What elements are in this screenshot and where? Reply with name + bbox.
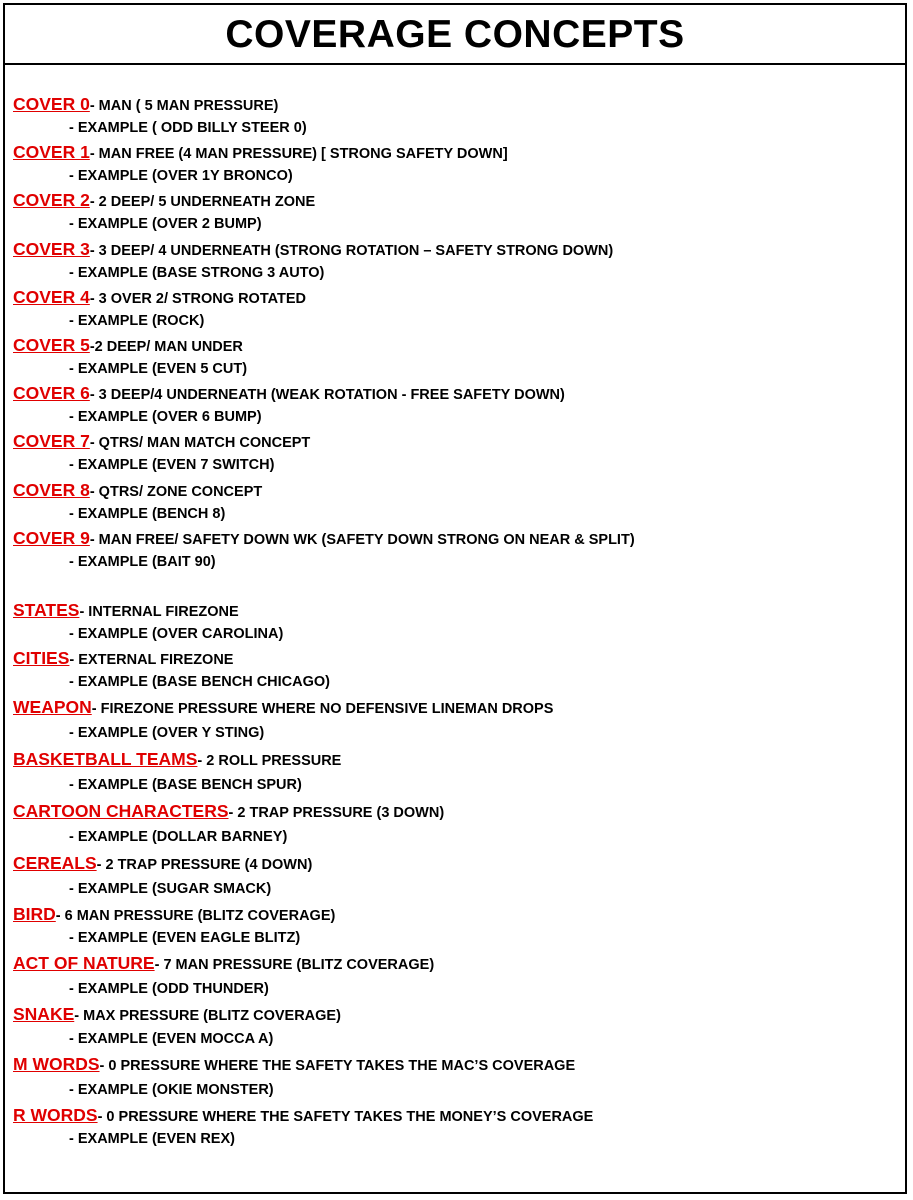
concept-term: ACT OF NATURE	[13, 953, 155, 974]
concept-example: - EXAMPLE (EVEN MOCCA A)	[69, 1030, 274, 1047]
concept-term: BASKETBALL TEAMS	[13, 749, 198, 770]
concept-example: - EXAMPLE ( ODD BILLY STEER 0)	[69, 120, 307, 137]
concept-description: - 0 PRESSURE WHERE THE SAFETY TAKES THE MONEY’S COVERAGE	[97, 1108, 594, 1125]
concept-term: R WORDS	[13, 1104, 98, 1125]
concept-term: COVER 0	[13, 94, 90, 114]
concept-example: - EXAMPLE (OVER CAROLINA)	[69, 625, 284, 642]
concept-term: COVER 8	[13, 479, 90, 500]
concept-list	[13, 92, 893, 1151]
concept-example: - EXAMPLE (OKIE MONSTER)	[69, 1081, 274, 1098]
document-sheet	[3, 3, 907, 1194]
concept-example: - EXAMPLE (EVEN EAGLE BLITZ)	[69, 930, 301, 947]
concept-example: - EXAMPLE (BASE STRONG 3 AUTO)	[69, 264, 325, 281]
concept-term: CEREALS	[13, 853, 97, 874]
concept-line	[13, 798, 893, 824]
concept-description: - MAN FREE/ SAFETY DOWN WK (SAFETY DOWN STRONG ON NEAR & SPLIT)	[89, 531, 635, 548]
concept-term: CARTOON CHARACTERS	[13, 801, 229, 822]
concept-line	[13, 381, 893, 405]
page-title: COVERAGE CONCEPTS	[225, 13, 685, 56]
concept-term: COVER 7	[13, 431, 90, 452]
concept-line	[13, 140, 893, 164]
concept-line	[13, 478, 893, 502]
concept-line	[13, 237, 893, 261]
concept-line	[13, 1002, 893, 1026]
concept-example: - EXAMPLE (OVER Y STING)	[69, 725, 265, 742]
concept-term: COVER 6	[13, 383, 90, 404]
concept-line	[13, 333, 893, 357]
concept-description: - 3 DEEP/4 UNDERNEATH (WEAK ROTATION - FREE SAFETY DOWN)	[89, 387, 565, 404]
concept-description: - MAX PRESSURE (BLITZ COVERAGE)	[74, 1008, 341, 1025]
concept-example: - EXAMPLE (EVEN REX)	[69, 1130, 235, 1147]
concept-term: COVER 1	[13, 142, 90, 163]
concept-description: - EXTERNAL FIREZONE	[69, 652, 234, 669]
concept-line	[13, 746, 893, 772]
concept-term: BIRD	[13, 904, 56, 925]
concept-example: - EXAMPLE (SUGAR SMACK)	[69, 881, 272, 898]
concept-description: - QTRS/ ZONE CONCEPT	[89, 483, 263, 500]
concept-line	[13, 92, 893, 116]
concept-example: - EXAMPLE (OVER 2 BUMP)	[69, 216, 262, 233]
concept-line	[13, 850, 893, 876]
concept-description: - 6 MAN PRESSURE (BLITZ COVERAGE)	[55, 908, 336, 925]
concept-example: - EXAMPLE (BENCH 8)	[69, 505, 226, 522]
concept-line	[13, 598, 893, 622]
concept-example: - EXAMPLE (BAIT 90)	[69, 553, 216, 570]
concept-term: M WORDS	[13, 1053, 100, 1074]
title-bar	[5, 5, 905, 65]
concept-line	[13, 285, 893, 309]
concept-term: WEAPON	[13, 697, 92, 718]
concept-term: COVER 5	[13, 334, 90, 355]
concept-example: - EXAMPLE (BASE BENCH CHICAGO)	[69, 674, 331, 691]
concept-description: - INTERNAL FIREZONE	[79, 603, 239, 620]
concept-line	[13, 429, 893, 453]
concept-example: - EXAMPLE (EVEN 7 SWITCH)	[69, 457, 275, 474]
concept-description: - QTRS/ MAN MATCH CONCEPT	[89, 435, 311, 452]
concept-term: COVER 4	[13, 286, 90, 307]
concept-example: - EXAMPLE (ROCK)	[69, 312, 205, 329]
concept-term: CITIES	[13, 648, 70, 669]
concept-line	[13, 526, 893, 550]
concept-description: -2 DEEP/ MAN UNDER	[89, 338, 243, 355]
section-gap	[13, 574, 893, 598]
concept-line	[13, 1103, 893, 1127]
concept-description: - 2 DEEP/ 5 UNDERNEATH ZONE	[89, 194, 316, 211]
concept-term: COVER 2	[13, 190, 90, 211]
concept-description: - 3 DEEP/ 4 UNDERNEATH (STRONG ROTATION – SAFETY STRONG DOWN)	[89, 242, 614, 259]
concept-example: - EXAMPLE (ODD THUNDER)	[69, 981, 269, 998]
concept-example: - EXAMPLE (EVEN 5 CUT)	[69, 361, 248, 378]
concept-example: - EXAMPLE (DOLLAR BARNEY)	[69, 829, 288, 846]
concept-term: COVER 9	[13, 527, 90, 548]
concept-term: COVER 3	[13, 238, 90, 259]
concept-example: - EXAMPLE (BASE BENCH SPUR)	[69, 777, 302, 794]
concept-line	[13, 188, 893, 212]
concept-example: - EXAMPLE (OVER 1Y BRONCO)	[69, 168, 293, 185]
concept-example: - EXAMPLE (OVER 6 BUMP)	[69, 409, 262, 426]
concept-line	[13, 902, 893, 926]
concept-description: - 2 ROLL PRESSURE	[197, 753, 342, 770]
concept-description: - MAN ( 5 MAN PRESSURE)	[89, 98, 279, 114]
concept-description: - 7 MAN PRESSURE (BLITZ COVERAGE)	[154, 957, 435, 974]
concept-description: - 2 TRAP PRESSURE (3 DOWN)	[228, 805, 445, 822]
concept-line	[13, 1051, 893, 1077]
concept-line	[13, 694, 893, 720]
concept-description: - 2 TRAP PRESSURE (4 DOWN)	[96, 857, 313, 874]
concept-line	[13, 950, 893, 976]
concept-description: - 0 PRESSURE WHERE THE SAFETY TAKES THE MAC’S COVERAGE	[99, 1057, 576, 1074]
concept-term: STATES	[13, 599, 80, 620]
concept-term: SNAKE	[13, 1004, 75, 1025]
concept-description: - MAN FREE (4 MAN PRESSURE) [ STRONG SAFETY DOWN]	[89, 146, 508, 163]
concept-line	[13, 646, 893, 670]
concept-description: - 3 OVER 2/ STRONG ROTATED	[89, 290, 307, 307]
concept-description: - FIREZONE PRESSURE WHERE NO DEFENSIVE LINEMAN DROPS	[91, 701, 554, 718]
